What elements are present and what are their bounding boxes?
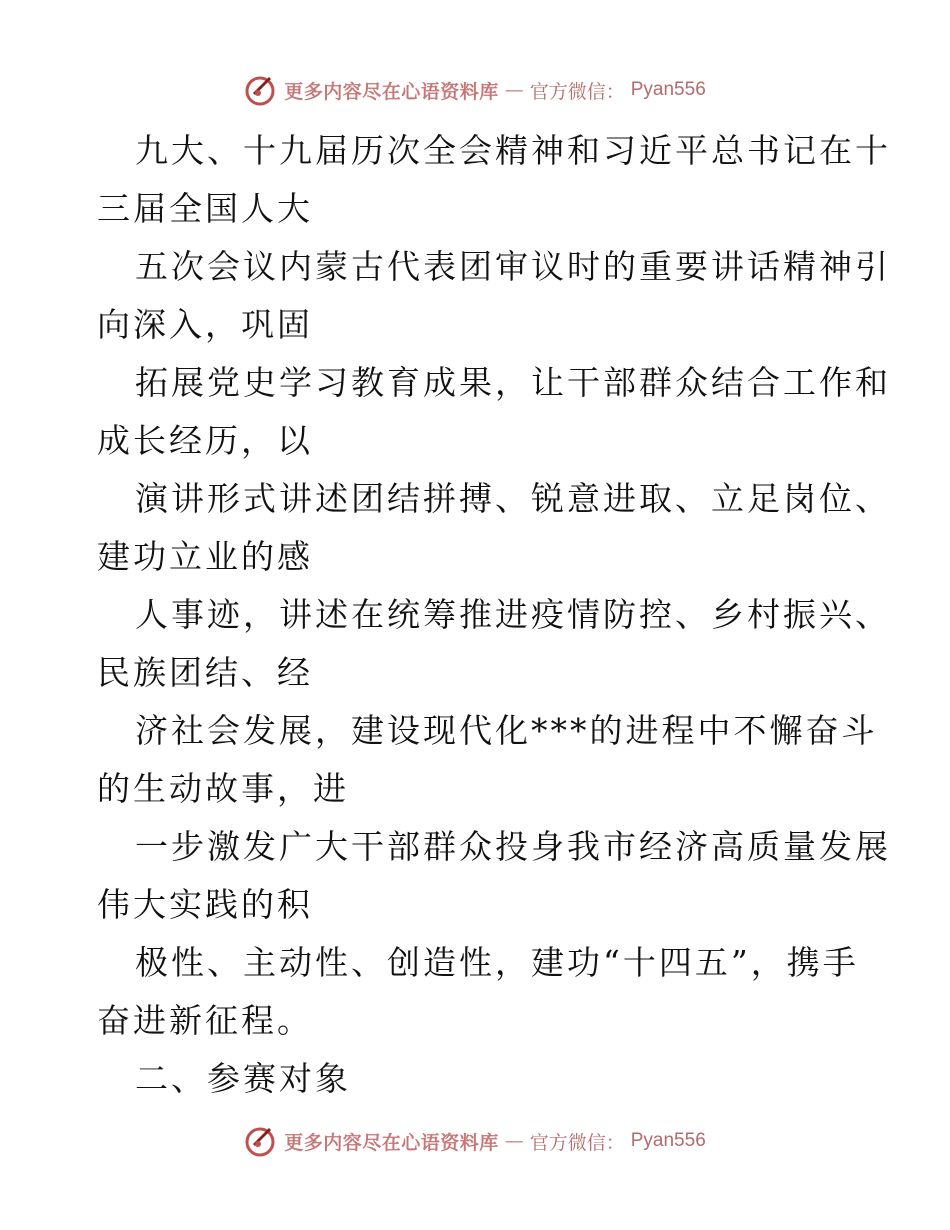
paragraph-line: 伟大实践的积 bbox=[97, 885, 313, 924]
paragraph bbox=[97, 702, 878, 818]
paragraph-line: 建功立业的感 bbox=[97, 537, 313, 576]
paragraph-line: 三届全国人大 bbox=[97, 189, 313, 228]
paragraph bbox=[97, 586, 891, 702]
paragraph-line: 九大、十九届历次全会精神和习近平总书记在十 bbox=[135, 131, 891, 170]
paragraph-line: 奋进新征程。 bbox=[97, 1001, 313, 1040]
document-body bbox=[97, 122, 891, 1108]
paragraph-line: 一步激发广大干部群众投身我市经济高质量发展 bbox=[135, 827, 891, 866]
paragraph-line: 济社会发展，建设现代化***的进程中不懈奋斗 bbox=[135, 711, 878, 750]
logo-icon bbox=[244, 1124, 278, 1158]
section-heading bbox=[97, 1050, 867, 1108]
watermark-name: 更多内容尽在心语资料库 bbox=[284, 1131, 499, 1154]
watermark-id: Pyan556 bbox=[630, 79, 706, 100]
paragraph bbox=[97, 818, 891, 934]
watermark-separator: — bbox=[504, 79, 524, 101]
footer-watermark bbox=[0, 1124, 950, 1158]
paragraph bbox=[97, 354, 891, 470]
paragraph-line: 极性、主动性、创造性，建功“十四五”，携手 bbox=[135, 943, 859, 982]
paragraph-line: 人事迹，讲述在统筹推进疫情防控、乡村振兴、 bbox=[135, 595, 891, 634]
paragraph bbox=[97, 934, 867, 1050]
header-watermark bbox=[0, 73, 950, 107]
paragraph-line: 向深入，巩固 bbox=[97, 305, 313, 344]
paragraph bbox=[97, 122, 891, 238]
watermark-name: 更多内容尽在心语资料库 bbox=[284, 80, 499, 103]
paragraph-line: 拓展党史学习教育成果，让干部群众结合工作和 bbox=[135, 363, 891, 402]
paragraph-line: 的生动故事，进 bbox=[97, 769, 349, 808]
paragraph-line: 五次会议内蒙古代表团审议时的重要讲话精神引 bbox=[135, 247, 891, 286]
logo-icon bbox=[244, 73, 278, 107]
watermark-official: 官方微信： bbox=[529, 1131, 625, 1154]
watermark-official: 官方微信： bbox=[529, 80, 625, 103]
paragraph bbox=[97, 238, 891, 354]
paragraph bbox=[97, 470, 891, 586]
paragraph-line: 演讲形式讲述团结拼搏、锐意进取、立足岗位、 bbox=[135, 479, 891, 518]
watermark-id: Pyan556 bbox=[630, 1130, 706, 1151]
watermark-separator: — bbox=[504, 1130, 524, 1152]
section-heading-text: 二、参赛对象 bbox=[135, 1059, 351, 1098]
paragraph-line: 成长经历，以 bbox=[97, 421, 313, 460]
paragraph-line: 民族团结、经 bbox=[97, 653, 313, 692]
